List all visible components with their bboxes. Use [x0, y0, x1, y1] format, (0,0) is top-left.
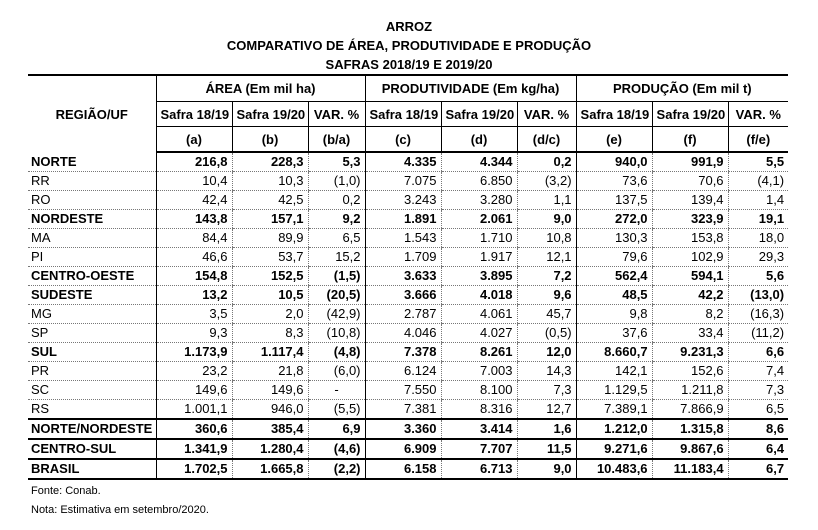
cell-e: 562,4: [576, 267, 652, 286]
cell-vc: 10,8: [517, 229, 576, 248]
cell-c: 7.378: [365, 343, 441, 362]
header-col-fe: (f/e): [728, 127, 788, 153]
cell-a: 149,6: [156, 381, 232, 400]
cell-e: 48,5: [576, 286, 652, 305]
cell-vc: 7,2: [517, 267, 576, 286]
cell-a: 1.341,9: [156, 439, 232, 459]
cell-c: 7.550: [365, 381, 441, 400]
cell-f: 8,2: [652, 305, 728, 324]
cell-b: 2,0: [232, 305, 308, 324]
cell-ve: (11,2): [728, 324, 788, 343]
header-col-b: (b): [232, 127, 308, 153]
cell-a: 154,8: [156, 267, 232, 286]
table-notes: [31, 482, 818, 520]
cell-vc: 9,0: [517, 459, 576, 479]
cell-e: 37,6: [576, 324, 652, 343]
cell-vc: 9,6: [517, 286, 576, 305]
cell-d: 7.003: [441, 362, 517, 381]
header-producao-var: VAR. %: [728, 102, 788, 127]
cell-e: 272,0: [576, 210, 652, 229]
cell-d: 4.018: [441, 286, 517, 305]
header-col-d: (d): [441, 127, 517, 153]
comparison-table: [28, 74, 788, 480]
cell-region: NORTE: [28, 152, 156, 172]
cell-f: 1.211,8: [652, 381, 728, 400]
cell-d: 2.061: [441, 210, 517, 229]
cell-d: 3.280: [441, 191, 517, 210]
cell-f: 33,4: [652, 324, 728, 343]
cell-e: 79,6: [576, 248, 652, 267]
table-row: [28, 343, 788, 362]
cell-ve: 6,5: [728, 400, 788, 420]
title-line-2: COMPARATIVO DE ÁREA, PRODUTIVIDADE E PRODUÇÃO: [226, 38, 592, 53]
cell-c: 3.360: [365, 419, 441, 439]
cell-e: 7.389,1: [576, 400, 652, 420]
cell-va: (4,8): [308, 343, 365, 362]
header-prod-var: VAR. %: [517, 102, 576, 127]
cell-va: 6,5: [308, 229, 365, 248]
cell-c: 3.666: [365, 286, 441, 305]
header-region: REGIÃO/UF: [28, 75, 156, 152]
cell-vc: 0,2: [517, 152, 576, 172]
table-row: [28, 324, 788, 343]
cell-b: 385,4: [232, 419, 308, 439]
header-prod-safra1: Safra 18/19: [365, 102, 441, 127]
cell-c: 7.075: [365, 172, 441, 191]
cell-a: 143,8: [156, 210, 232, 229]
cell-va: 5,3: [308, 152, 365, 172]
cell-c: 7.381: [365, 400, 441, 420]
cell-ve: 6,6: [728, 343, 788, 362]
cell-a: 1.001,1: [156, 400, 232, 420]
cell-va: (42,9): [308, 305, 365, 324]
cell-e: 9.271,6: [576, 439, 652, 459]
cell-f: 139,4: [652, 191, 728, 210]
header-productivity: PRODUTIVIDADE (Em kg/ha): [365, 75, 576, 102]
table-row: [28, 191, 788, 210]
cell-a: 10,4: [156, 172, 232, 191]
cell-d: 4.027: [441, 324, 517, 343]
cell-va: 0,2: [308, 191, 365, 210]
table-row: [28, 152, 788, 172]
cell-va: (1,5): [308, 267, 365, 286]
cell-b: 157,1: [232, 210, 308, 229]
header-area-var: VAR. %: [308, 102, 365, 127]
cell-ve: 7,3: [728, 381, 788, 400]
table-row: [28, 267, 788, 286]
cell-ve: 5,6: [728, 267, 788, 286]
header-col-f: (f): [652, 127, 728, 153]
cell-b: 152,5: [232, 267, 308, 286]
cell-f: 9.867,6: [652, 439, 728, 459]
cell-e: 137,5: [576, 191, 652, 210]
cell-region: CENTRO-OESTE: [28, 267, 156, 286]
header-producao-safra1: Safra 18/19: [576, 102, 652, 127]
cell-e: 1.129,5: [576, 381, 652, 400]
table-row: [28, 400, 788, 420]
header-production: PRODUÇÃO (Em mil t): [576, 75, 788, 102]
cell-c: 4.046: [365, 324, 441, 343]
cell-f: 594,1: [652, 267, 728, 286]
cell-e: 142,1: [576, 362, 652, 381]
cell-f: 11.183,4: [652, 459, 728, 479]
cell-a: 9,3: [156, 324, 232, 343]
cell-region: NORTE/NORDESTE: [28, 419, 156, 439]
table-row: [28, 172, 788, 191]
cell-va: (4,6): [308, 439, 365, 459]
cell-f: 102,9: [652, 248, 728, 267]
table-title-block: [0, 0, 818, 74]
cell-d: 4.061: [441, 305, 517, 324]
title-line-3: SAFRAS 2018/19 E 2019/20: [325, 57, 493, 72]
cell-f: 1.315,8: [652, 419, 728, 439]
cell-b: 1.117,4: [232, 343, 308, 362]
cell-a: 84,4: [156, 229, 232, 248]
cell-a: 1.173,9: [156, 343, 232, 362]
cell-f: 152,6: [652, 362, 728, 381]
cell-va: -: [308, 381, 365, 400]
cell-ve: 7,4: [728, 362, 788, 381]
cell-a: 360,6: [156, 419, 232, 439]
header-producao-safra2: Safra 19/20: [652, 102, 728, 127]
table-body: [28, 152, 788, 479]
table-row: [28, 210, 788, 229]
cell-region: RR: [28, 172, 156, 191]
cell-f: 42,2: [652, 286, 728, 305]
cell-vc: 11,5: [517, 439, 576, 459]
cell-ve: 6,4: [728, 439, 788, 459]
cell-ve: (4,1): [728, 172, 788, 191]
cell-b: 53,7: [232, 248, 308, 267]
cell-vc: 7,3: [517, 381, 576, 400]
header-area: ÁREA (Em mil ha): [156, 75, 365, 102]
cell-a: 13,2: [156, 286, 232, 305]
source-note: Fonte: Conab.: [31, 485, 101, 497]
cell-vc: 45,7: [517, 305, 576, 324]
cell-f: 153,8: [652, 229, 728, 248]
cell-va: (6,0): [308, 362, 365, 381]
cell-e: 8.660,7: [576, 343, 652, 362]
cell-vc: (0,5): [517, 324, 576, 343]
cell-va: (10,8): [308, 324, 365, 343]
cell-b: 42,5: [232, 191, 308, 210]
cell-region: RO: [28, 191, 156, 210]
header-area-safra1: Safra 18/19: [156, 102, 232, 127]
cell-c: 1.543: [365, 229, 441, 248]
cell-b: 149,6: [232, 381, 308, 400]
cell-vc: 12,7: [517, 400, 576, 420]
cell-e: 130,3: [576, 229, 652, 248]
cell-ve: 19,1: [728, 210, 788, 229]
cell-b: 8,3: [232, 324, 308, 343]
cell-b: 1.280,4: [232, 439, 308, 459]
cell-ve: 6,7: [728, 459, 788, 479]
cell-ve: (13,0): [728, 286, 788, 305]
cell-d: 6.713: [441, 459, 517, 479]
cell-d: 8.100: [441, 381, 517, 400]
cell-c: 1.709: [365, 248, 441, 267]
cell-d: 8.316: [441, 400, 517, 420]
estimate-note: Nota: Estimativa em setembro/2020.: [31, 504, 209, 516]
header-col-ba: (b/a): [308, 127, 365, 153]
cell-f: 991,9: [652, 152, 728, 172]
cell-vc: 12,1: [517, 248, 576, 267]
cell-c: 4.335: [365, 152, 441, 172]
cell-va: (5,5): [308, 400, 365, 420]
cell-region: MA: [28, 229, 156, 248]
cell-region: PI: [28, 248, 156, 267]
cell-ve: (16,3): [728, 305, 788, 324]
cell-b: 946,0: [232, 400, 308, 420]
cell-ve: 18,0: [728, 229, 788, 248]
table-row: [28, 362, 788, 381]
cell-va: (1,0): [308, 172, 365, 191]
cell-region: SUL: [28, 343, 156, 362]
cell-region: RS: [28, 400, 156, 420]
cell-e: 940,0: [576, 152, 652, 172]
header-col-e: (e): [576, 127, 652, 153]
cell-a: 3,5: [156, 305, 232, 324]
cell-e: 1.212,0: [576, 419, 652, 439]
header-col-c: (c): [365, 127, 441, 153]
cell-region: SP: [28, 324, 156, 343]
cell-vc: 12,0: [517, 343, 576, 362]
cell-e: 73,6: [576, 172, 652, 191]
cell-a: 23,2: [156, 362, 232, 381]
cell-d: 3.414: [441, 419, 517, 439]
table-row: [28, 419, 788, 439]
cell-region: SUDESTE: [28, 286, 156, 305]
cell-ve: 5,5: [728, 152, 788, 172]
cell-region: BRASIL: [28, 459, 156, 479]
cell-region: CENTRO-SUL: [28, 439, 156, 459]
table-row: [28, 381, 788, 400]
table-row: [28, 305, 788, 324]
cell-a: 46,6: [156, 248, 232, 267]
cell-f: 7.866,9: [652, 400, 728, 420]
cell-b: 21,8: [232, 362, 308, 381]
cell-a: 216,8: [156, 152, 232, 172]
cell-ve: 1,4: [728, 191, 788, 210]
header-col-dc: (d/c): [517, 127, 576, 153]
cell-ve: 8,6: [728, 419, 788, 439]
cell-b: 228,3: [232, 152, 308, 172]
cell-vc: (3,2): [517, 172, 576, 191]
cell-a: 42,4: [156, 191, 232, 210]
cell-f: 323,9: [652, 210, 728, 229]
cell-va: 9,2: [308, 210, 365, 229]
cell-f: 70,6: [652, 172, 728, 191]
table-row: [28, 229, 788, 248]
cell-d: 7.707: [441, 439, 517, 459]
cell-vc: 9,0: [517, 210, 576, 229]
cell-d: 4.344: [441, 152, 517, 172]
cell-e: 10.483,6: [576, 459, 652, 479]
cell-b: 10,5: [232, 286, 308, 305]
cell-d: 1.917: [441, 248, 517, 267]
cell-region: MG: [28, 305, 156, 324]
cell-vc: 14,3: [517, 362, 576, 381]
cell-region: SC: [28, 381, 156, 400]
header-area-safra2: Safra 19/20: [232, 102, 308, 127]
cell-c: 3.633: [365, 267, 441, 286]
cell-d: 1.710: [441, 229, 517, 248]
cell-f: 9.231,3: [652, 343, 728, 362]
cell-c: 2.787: [365, 305, 441, 324]
cell-c: 6.909: [365, 439, 441, 459]
cell-a: 1.702,5: [156, 459, 232, 479]
cell-d: 6.850: [441, 172, 517, 191]
cell-c: 1.891: [365, 210, 441, 229]
cell-vc: 1,6: [517, 419, 576, 439]
cell-region: PR: [28, 362, 156, 381]
table-row: [28, 439, 788, 459]
cell-b: 1.665,8: [232, 459, 308, 479]
cell-va: 6,9: [308, 419, 365, 439]
cell-b: 89,9: [232, 229, 308, 248]
cell-b: 10,3: [232, 172, 308, 191]
title-line-1: ARROZ: [385, 19, 433, 34]
table-row: [28, 459, 788, 479]
header-prod-safra2: Safra 19/20: [441, 102, 517, 127]
cell-ve: 29,3: [728, 248, 788, 267]
table-row: [28, 248, 788, 267]
cell-region: NORDESTE: [28, 210, 156, 229]
cell-c: 6.124: [365, 362, 441, 381]
cell-vc: 1,1: [517, 191, 576, 210]
table-row: [28, 286, 788, 305]
cell-d: 3.895: [441, 267, 517, 286]
cell-va: 15,2: [308, 248, 365, 267]
header-col-a: (a): [156, 127, 232, 153]
cell-d: 8.261: [441, 343, 517, 362]
cell-va: (20,5): [308, 286, 365, 305]
cell-va: (2,2): [308, 459, 365, 479]
cell-c: 3.243: [365, 191, 441, 210]
cell-c: 6.158: [365, 459, 441, 479]
cell-e: 9,8: [576, 305, 652, 324]
